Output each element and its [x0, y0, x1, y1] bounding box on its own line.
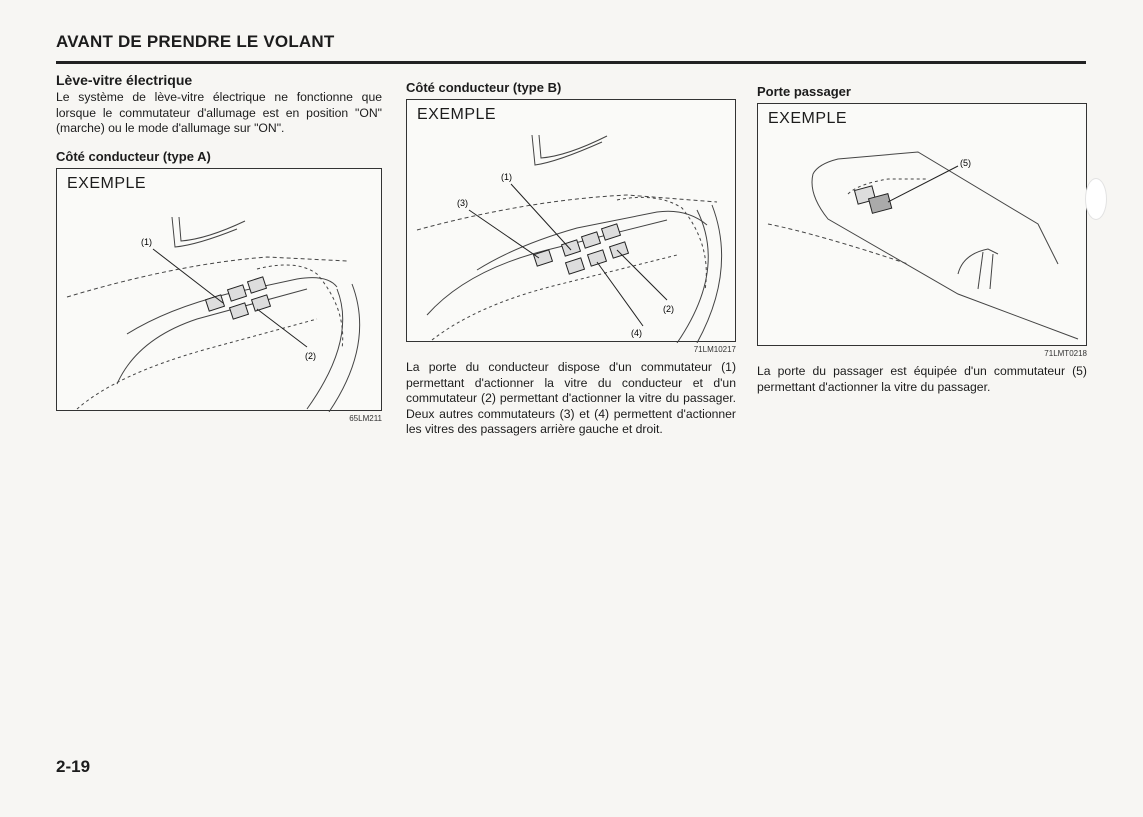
page-title: AVANT DE PRENDRE LE VOLANT	[56, 32, 335, 51]
intro-text: Le système de lève-vitre électrique ne fonctionne que lorsque le commutateur d'allumage est en position "ON" (marche) ou le mode d'allumage sur "ON".	[56, 90, 382, 135]
figure-label: EXEMPLE	[768, 110, 848, 127]
column-driver-type-b	[406, 80, 736, 438]
callout-4: (4)	[631, 328, 642, 338]
column-passenger-door	[757, 84, 1087, 395]
figure-driver-type-b	[406, 99, 736, 342]
subtitle-type-a: Côté conducteur (type A)	[56, 148, 211, 164]
figure-code: 71LMT0218	[1044, 349, 1087, 358]
figure-label: EXEMPLE	[417, 106, 497, 123]
callout-2: (2)	[663, 304, 674, 314]
subtitle-type-b: Côté conducteur (type B)	[406, 80, 562, 95]
page-number: 2-19	[56, 757, 91, 776]
type-b-description: La porte du conducteur dispose d'un commutateur (1) permettant d'actionner la vitre du conducteur et d'un commutateur (2) permettant d'actionner la vitre du passager. Deux autres commutateurs (3) et (4) permettent d'actionner les vitres des passagers arrière gauche et droit.	[406, 360, 736, 436]
section-title: Lève-vitre électrique	[56, 72, 193, 88]
figure-code: 65LM211	[349, 413, 382, 423]
figure-passenger-door	[757, 103, 1087, 346]
callout-5: (5)	[960, 158, 971, 168]
door-switch-illustration-b	[407, 100, 737, 343]
passenger-description: La porte du passager est équipée d'un commutateur (5) permettant d'actionner la vitre du passager.	[757, 364, 1087, 394]
passenger-switch-illustration	[758, 104, 1088, 347]
page-tab-marker	[1085, 178, 1107, 220]
figure-driver-type-a	[56, 168, 382, 411]
callout-2: (2)	[305, 350, 316, 361]
callout-1: (1)	[501, 172, 512, 182]
column-driver-type-a	[56, 72, 382, 423]
door-switch-illustration-a	[57, 169, 383, 412]
callout-1: (1)	[141, 236, 152, 247]
header-rule	[56, 61, 1086, 64]
callout-3: (3)	[457, 198, 468, 208]
figure-label: EXEMPLE	[67, 174, 147, 192]
subtitle-passenger: Porte passager	[757, 84, 851, 99]
figure-code: 71LM10217	[693, 345, 736, 354]
